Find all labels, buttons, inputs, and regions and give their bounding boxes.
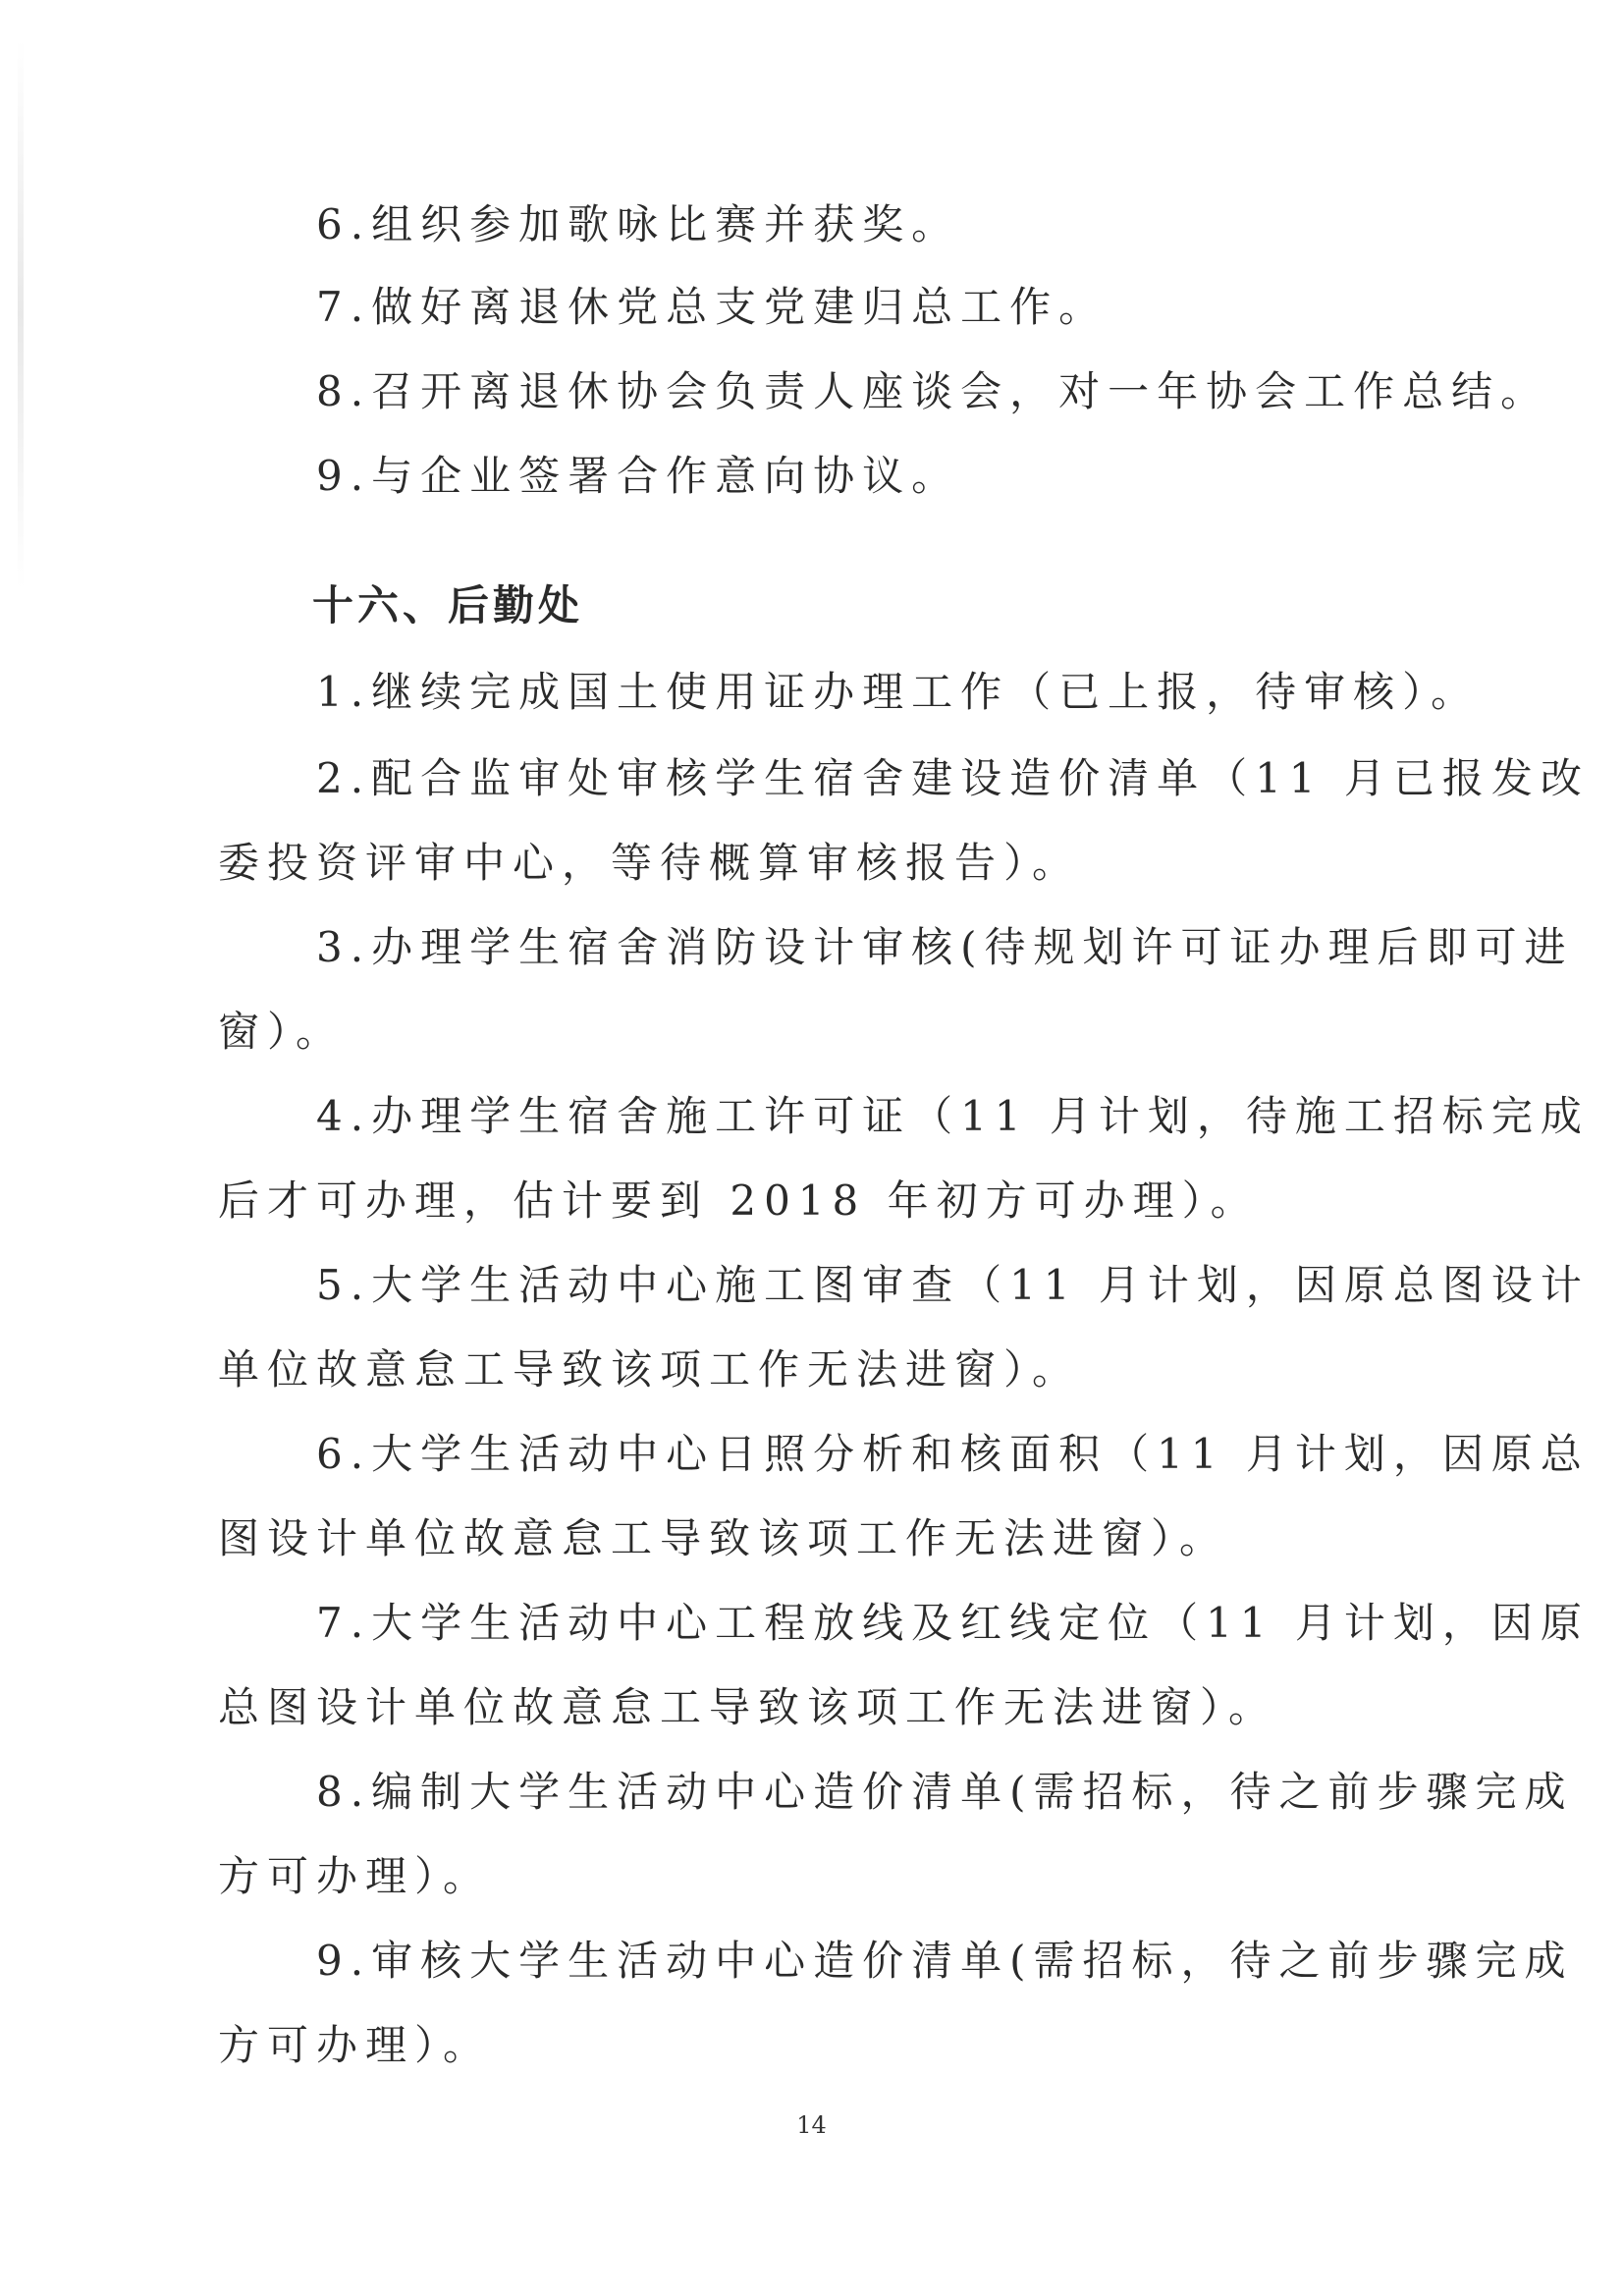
list-item: 5.大学生活动中心施工图审查（11 月计划，因原总图设计 — [316, 1261, 1590, 1309]
list-item-continuation: 委投资评审中心，等待概算审核报告）。 — [218, 839, 1082, 887]
list-item-continuation: 窗）。 — [218, 1008, 346, 1056]
list-item-continuation: 单位故意怠工导致该项工作无法进窗）。 — [218, 1345, 1082, 1394]
list-item: 8.编制大学生活动中心造价清单(需招标，待之前步骤完成 — [316, 1768, 1574, 1816]
list-item: 6.大学生活动中心日照分析和核面积（11 月计划，因原总 — [316, 1430, 1590, 1478]
list-item: 6.组织参加歌咏比赛并获奖。 — [316, 200, 961, 248]
scan-edge-shadow — [18, 39, 24, 589]
list-item: 1.继续完成国土使用证办理工作（已上报，待审核）。 — [316, 668, 1481, 716]
list-item: 9.审核大学生活动中心造价清单(需招标，待之前步骤完成 — [316, 1937, 1574, 1985]
list-item: 4.办理学生宿舍施工许可证（11 月计划，待施工招标完成 — [316, 1092, 1590, 1140]
list-item: 7.大学生活动中心工程放线及红线定位（11 月计划，因原 — [316, 1599, 1590, 1647]
list-item: 7.做好离退休党总支党建归总工作。 — [316, 283, 1109, 331]
list-item-continuation: 后才可办理，估计要到 2018 年初方可办理）。 — [218, 1176, 1260, 1225]
section-heading: 十六、后勤处 — [312, 581, 584, 629]
list-item: 8.召开离退休协会负责人座谈会，对一年协会工作总结。 — [316, 367, 1550, 415]
list-item-continuation: 总图设计单位故意怠工导致该项工作无法进窗）。 — [218, 1683, 1278, 1731]
list-item-continuation: 方可办理）。 — [218, 1852, 493, 1900]
page-number: 14 — [796, 2111, 827, 2139]
list-item: 3.办理学生宿舍消防设计审核(待规划许可证办理后即可进 — [316, 923, 1574, 971]
list-item-continuation: 图设计单位故意怠工导致该项工作无法进窗）。 — [218, 1514, 1229, 1562]
list-item: 2.配合监审处审核学生宿舍建设造价清单（11 月已报发改 — [316, 754, 1590, 802]
list-item: 9.与企业签署合作意向协议。 — [316, 452, 961, 500]
list-item-continuation: 方可办理）。 — [218, 2021, 493, 2069]
